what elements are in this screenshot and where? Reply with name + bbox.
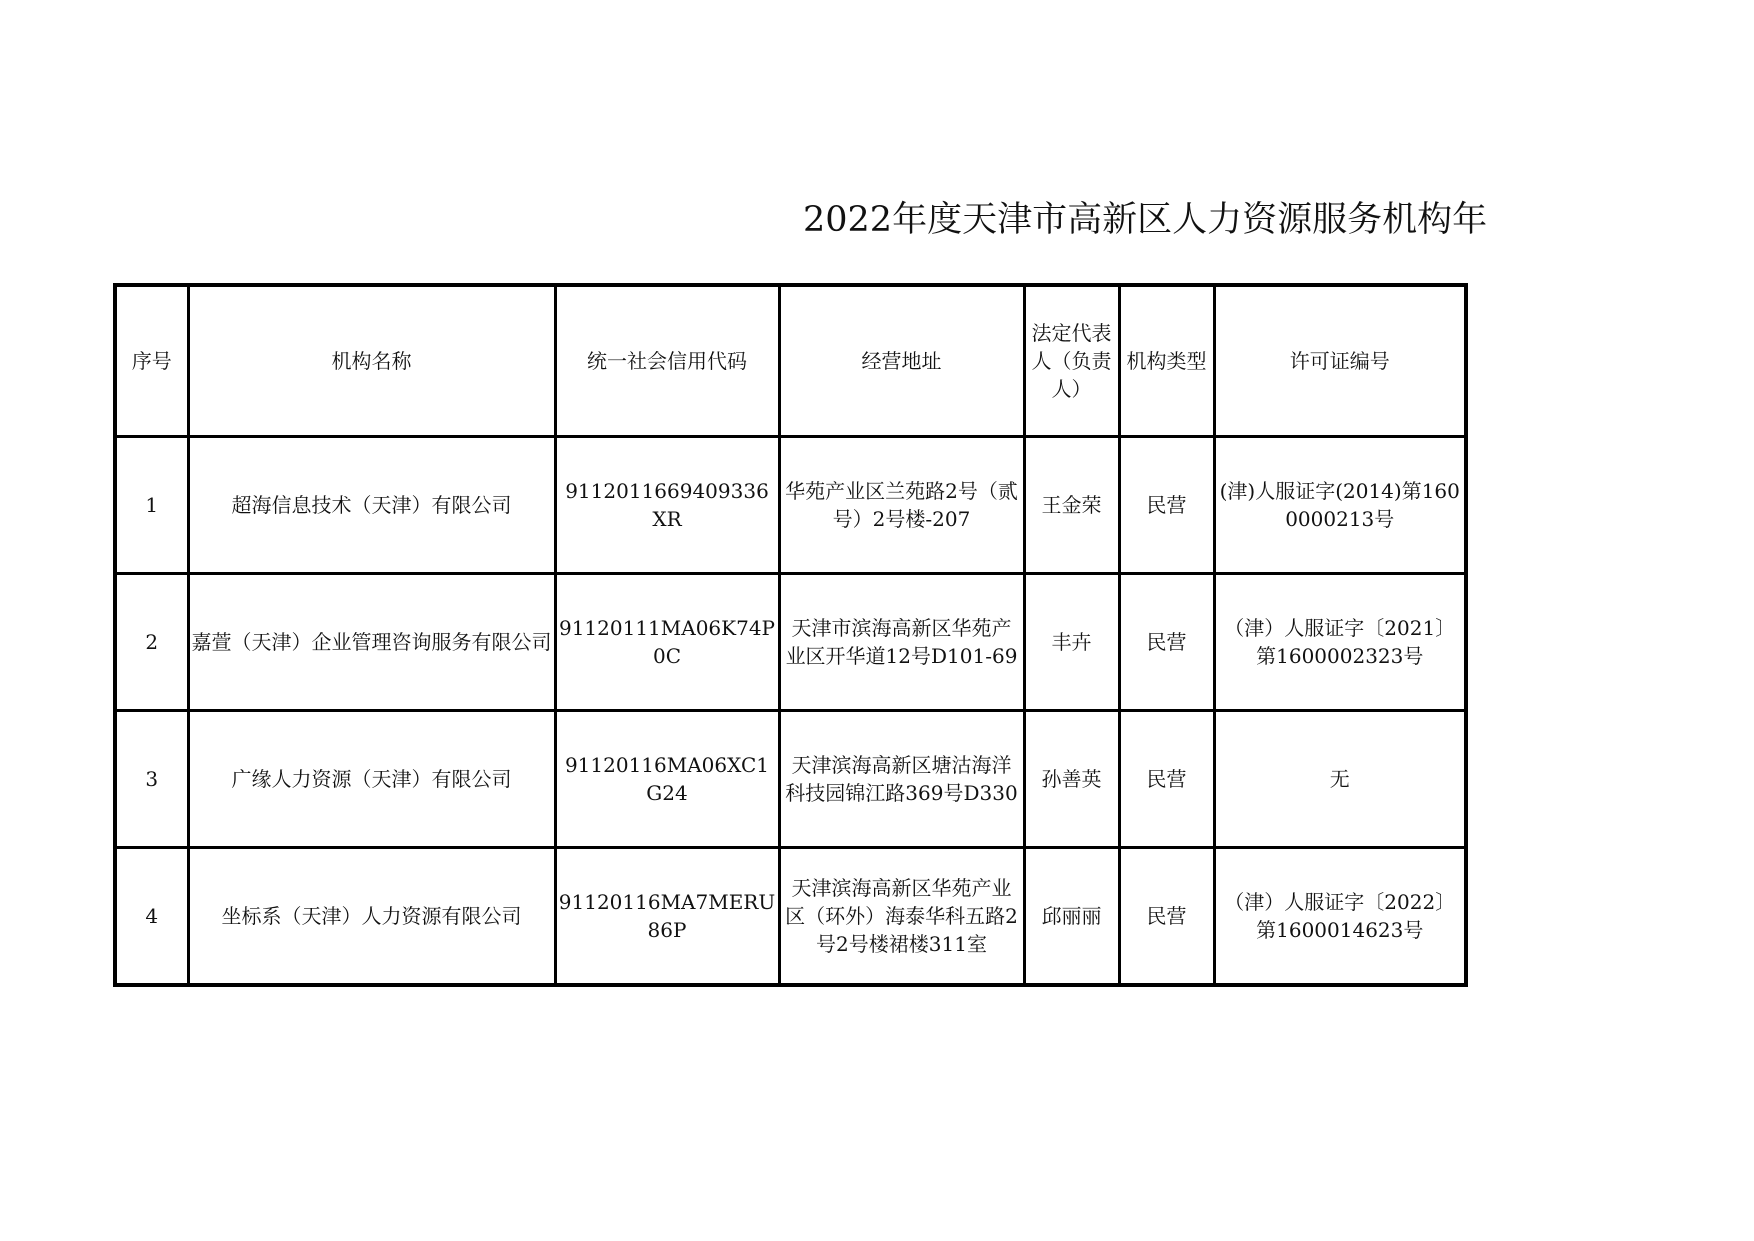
header-business-address: 经营地址 [779,285,1024,437]
cell-agency-name: 广缘人力资源（天津）有限公司 [188,711,555,848]
cell-serial-number: 1 [115,437,188,574]
table-header [115,285,1466,437]
cell-business-address: 华苑产业区兰苑路2号（贰号）2号楼-207 [779,437,1024,574]
cell-business-address: 天津市滨海高新区华苑产业区开华道12号D101-69 [779,574,1024,711]
header-license-number: 许可证编号 [1214,285,1466,437]
header-serial-number: 序号 [115,285,188,437]
table-row [115,437,1466,574]
cell-legal-representative: 孙善英 [1024,711,1119,848]
cell-agency-type: 民营 [1119,437,1214,574]
cell-credit-code: 91120116MA06XC1G24 [555,711,779,848]
cell-legal-representative: 邱丽丽 [1024,848,1119,986]
cell-agency-type: 民营 [1119,711,1214,848]
cell-license-number: （津）人服证字〔2021〕第1600002323号 [1214,574,1466,711]
cell-business-address: 天津滨海高新区塘沽海洋科技园锦江路369号D330 [779,711,1024,848]
cell-serial-number: 3 [115,711,188,848]
cell-legal-representative: 丰卉 [1024,574,1119,711]
table-body [115,437,1466,986]
header-legal-representative: 法定代表人（负责人） [1024,285,1119,437]
document-title: 2022年度天津市高新区人力资源服务机构年 [803,200,1488,240]
header-row [115,285,1466,437]
cell-business-address: 天津滨海高新区华苑产业区（环外）海泰华科五路2号2号楼裙楼311室 [779,848,1024,986]
table-row [115,574,1466,711]
cell-agency-type: 民营 [1119,848,1214,986]
cell-agency-name: 嘉萱（天津）企业管理咨询服务有限公司 [188,574,555,711]
header-agency-name: 机构名称 [188,285,555,437]
table-row [115,848,1466,986]
cell-serial-number: 4 [115,848,188,986]
cell-credit-code: 9112011669409336XR [555,437,779,574]
header-agency-type: 机构类型 [1119,285,1214,437]
cell-serial-number: 2 [115,574,188,711]
header-credit-code: 统一社会信用代码 [555,285,779,437]
cell-agency-name: 超海信息技术（天津）有限公司 [188,437,555,574]
agency-registry-table [113,283,1468,987]
cell-license-number: （津）人服证字〔2022〕第1600014623号 [1214,848,1466,986]
cell-legal-representative: 王金荣 [1024,437,1119,574]
table-row [115,711,1466,848]
cell-license-number: (津)人服证字(2014)第1600000213号 [1214,437,1466,574]
cell-credit-code: 91120111MA06K74P0C [555,574,779,711]
cell-agency-type: 民营 [1119,574,1214,711]
cell-agency-name: 坐标系（天津）人力资源有限公司 [188,848,555,986]
cell-license-number: 无 [1214,711,1466,848]
cell-credit-code: 91120116MA7MERU86P [555,848,779,986]
